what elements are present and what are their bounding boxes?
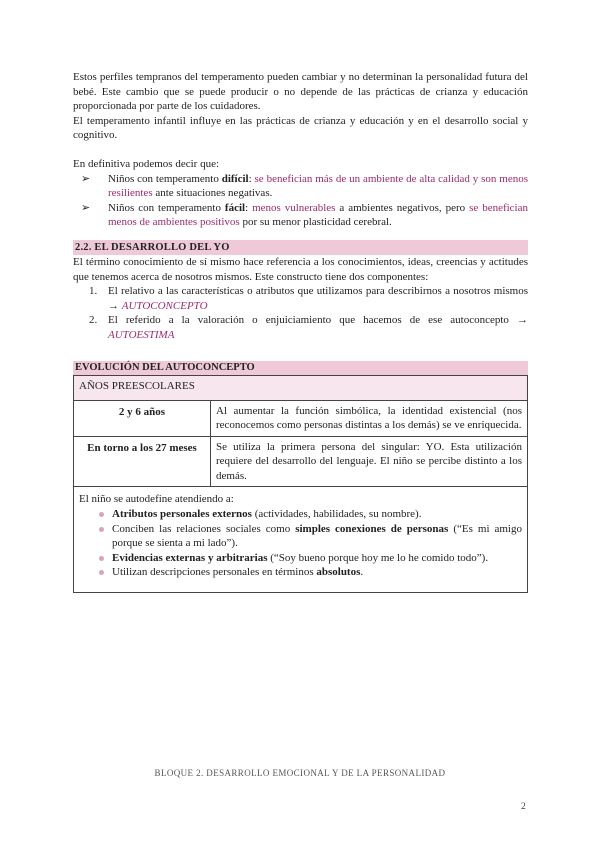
temperament-list: [73, 172, 528, 230]
bullet-dot-icon: [99, 556, 104, 561]
autoconcepto-term: AUTOCONCEPTO: [121, 299, 208, 312]
intro-paragraph-2: El temperamento infantil influye en las prácticas de crianza y educación y en el desarrollo social y cognitivo.: [73, 114, 528, 142]
age-cell: 2 y 6 años: [74, 400, 211, 436]
components-list: [73, 284, 528, 342]
evolution-heading: EVOLUCIÓN DEL AUTOCONCEPTO: [73, 361, 528, 375]
preschool-table: [73, 375, 528, 594]
intro-paragraph-1: Estos perfiles tempranos del temperamento pueden cambiar y no determinan la personalidad futura del bebé. Este cambio que se puede producir o no depende de las prácticas de crianza y educación proporcionada por parte de los cuidadores.: [73, 71, 528, 113]
list-item: Atributos personales externos (actividades, habilidades, su nombre).: [79, 507, 522, 522]
list-item: Conciben las relaciones sociales como simples conexiones de personas (“Es mi amigo porque se sienta a mi lado”).: [79, 522, 522, 551]
table-row: [74, 436, 528, 487]
bullet-dot-icon: [99, 570, 104, 575]
summary-cell: [74, 487, 528, 593]
section-paragraph: El término conocimiento de sí mismo hace referencia a los conocimientos, ideas, creencias y actitudes que tenemos acerca de nosotros mismos. Este constructo tiene dos componentes:: [73, 255, 528, 283]
description-cell: Se utiliza la primera persona del singular: YO. Esta utilización requiere del desarrollo del lenguaje. El niño se percibe distinto a los demás.: [211, 436, 528, 487]
list-item: 2. El referido a la valoración o enjuiciamiento que hacemos de ese autoconcepto → AUTOESTIMA: [89, 314, 528, 341]
page-number: 2: [521, 802, 526, 812]
arrow-icon: ➢: [81, 172, 91, 185]
intro-paragraph-3: En definitiva podemos decir que:: [73, 157, 220, 170]
list-item: ➢ Niños con temperamento fácil: menos vulnerables a ambientes negativos, pero se benefician menos de ambientes positivos por su menor plasticidad cerebral.: [81, 201, 529, 229]
list-item: 1. El relativo a las características o atributos que utilizamos para describirnos a nosotros mismos → AUTOCONCEPTO: [89, 285, 528, 312]
summary-list: [79, 507, 522, 580]
age-cell: En torno a los 27 meses: [74, 436, 211, 487]
autoestima-term: AUTOESTIMA: [108, 328, 175, 341]
page-footer: BLOQUE 2. DESARROLLO EMOCIONAL Y DE LA PERSONALIDAD: [154, 768, 446, 778]
section-heading: 2.2. EL DESARROLLO DEL YO: [73, 240, 528, 255]
list-item: ➢ Niños con temperamento difícil: se benefician más de un ambiente de alta calidad y son menos resilientes ante situaciones negativas.: [81, 172, 529, 200]
page-body: [73, 70, 528, 593]
list-item: Evidencias externas y arbitrarias (“Soy bueno porque hoy me lo he comido todo”).: [79, 551, 522, 566]
bullet-dot-icon: [99, 527, 104, 532]
table-row: [74, 400, 528, 436]
bullet-dot-icon: [99, 512, 104, 517]
list-item: Utilizan descripciones personales en términos absolutos.: [79, 565, 522, 580]
summary-intro: El niño se autodefine atendiendo a:: [79, 493, 234, 506]
arrow-icon: ➢: [81, 201, 91, 214]
table-header: AÑOS PREESCOLARES: [74, 375, 528, 400]
description-cell: Al aumentar la función simbólica, la identidad existencial (nos reconocemos como personas distintas a los demás) se ve enriquecida.: [211, 400, 528, 436]
